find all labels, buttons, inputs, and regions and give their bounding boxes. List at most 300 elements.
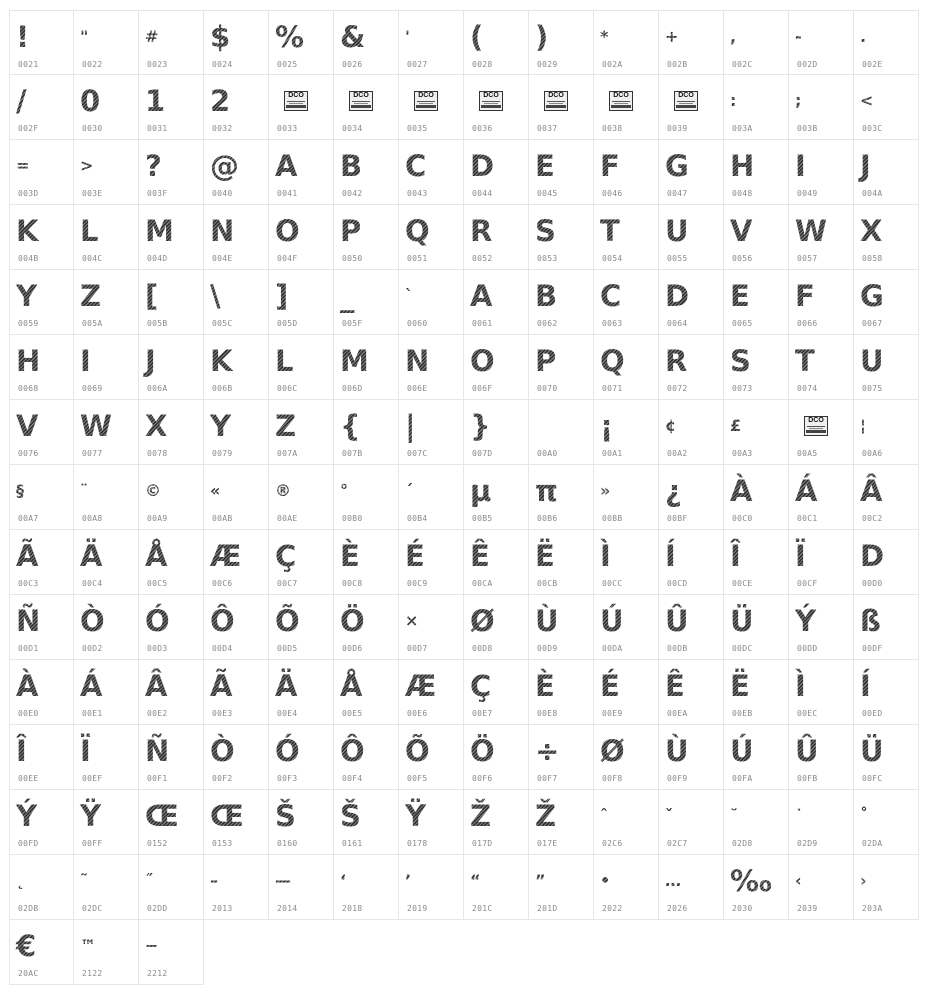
codepoint-label: 02C6 bbox=[602, 839, 623, 848]
glyph-cell bbox=[594, 595, 659, 660]
glyph-sample: S bbox=[529, 209, 589, 253]
codepoint-label: 00F9 bbox=[667, 774, 688, 783]
glyph-sample: E bbox=[724, 274, 784, 318]
glyph-cell bbox=[789, 140, 854, 205]
glyph-cell bbox=[204, 530, 269, 595]
glyph-sample: V bbox=[10, 404, 69, 448]
codepoint-label: 0075 bbox=[862, 384, 883, 393]
glyph-cell bbox=[724, 790, 789, 855]
glyph-cell bbox=[464, 75, 529, 140]
glyph-sample: Â bbox=[139, 664, 199, 708]
glyph-sample: U bbox=[659, 209, 719, 253]
codepoint-label: 00D1 bbox=[18, 644, 39, 653]
codepoint-label: 00E2 bbox=[147, 709, 168, 718]
glyph-cell bbox=[399, 270, 464, 335]
glyph-cell bbox=[464, 790, 529, 855]
glyph-sample: ¡ bbox=[594, 404, 654, 448]
codepoint-label: 0037 bbox=[537, 124, 558, 133]
glyph-cell bbox=[789, 335, 854, 400]
glyph-sample: Ö bbox=[334, 599, 394, 643]
codepoint-label: 0077 bbox=[82, 449, 103, 458]
glyph-sample: ß bbox=[854, 599, 914, 643]
codepoint-label: 0035 bbox=[407, 124, 428, 133]
glyph-cell bbox=[464, 10, 529, 75]
glyph-sample: É bbox=[399, 534, 459, 578]
glyph-cell bbox=[659, 400, 724, 465]
dco-badge-icon bbox=[804, 416, 828, 436]
glyph-sample: Ÿ bbox=[399, 794, 459, 838]
glyph-cell bbox=[269, 790, 334, 855]
codepoint-label: 00FD bbox=[18, 839, 39, 848]
glyph-cell bbox=[9, 530, 74, 595]
glyph-sample: › bbox=[854, 859, 914, 903]
glyph-sample: Š bbox=[334, 794, 394, 838]
codepoint-label: 0058 bbox=[862, 254, 883, 263]
glyph-cell bbox=[529, 400, 594, 465]
glyph-sample: ¨ bbox=[74, 469, 134, 513]
codepoint-label: 0041 bbox=[277, 189, 298, 198]
glyph-cell bbox=[594, 270, 659, 335]
glyph-cell bbox=[204, 725, 269, 790]
glyph-cell bbox=[529, 270, 594, 335]
glyph-cell bbox=[464, 400, 529, 465]
glyph-cell bbox=[204, 10, 269, 75]
glyph-sample: T bbox=[789, 339, 849, 383]
codepoint-label: 00C3 bbox=[18, 579, 39, 588]
dco-badge-icon bbox=[349, 91, 373, 111]
glyph-cell bbox=[9, 205, 74, 270]
glyph-cell bbox=[659, 725, 724, 790]
glyph-sample: X bbox=[854, 209, 914, 253]
glyph-cell bbox=[74, 270, 139, 335]
glyph-sample: , bbox=[724, 15, 784, 59]
glyph-sample: B bbox=[529, 274, 589, 318]
glyph-cell bbox=[74, 790, 139, 855]
codepoint-label: 004F bbox=[277, 254, 298, 263]
glyph-sample: § bbox=[10, 469, 69, 513]
glyph-cell bbox=[399, 10, 464, 75]
codepoint-label: 003A bbox=[732, 124, 753, 133]
glyph-cell bbox=[139, 10, 204, 75]
dco-badge-icon bbox=[479, 91, 503, 111]
glyph-sample: Q bbox=[399, 209, 459, 253]
glyph-sample: Ù bbox=[529, 599, 589, 643]
glyph-sample: C bbox=[594, 274, 654, 318]
glyph-cell bbox=[854, 205, 919, 270]
codepoint-label: 02DD bbox=[147, 904, 168, 913]
glyph-cell bbox=[594, 10, 659, 75]
glyph-sample: < bbox=[854, 79, 914, 123]
glyph-sample: ´ bbox=[399, 469, 459, 513]
glyph-sample: O bbox=[464, 339, 524, 383]
codepoint-label: 2022 bbox=[602, 904, 623, 913]
glyph-cell bbox=[594, 75, 659, 140]
codepoint-label: 004C bbox=[82, 254, 103, 263]
codepoint-label: 00D5 bbox=[277, 644, 298, 653]
codepoint-label: 201C bbox=[472, 904, 493, 913]
codepoint-label: 0069 bbox=[82, 384, 103, 393]
glyph-sample: I bbox=[789, 144, 849, 188]
glyph-sample: Õ bbox=[269, 599, 329, 643]
glyph-sample: Î bbox=[724, 534, 784, 578]
glyph-sample: É bbox=[594, 664, 654, 708]
glyph-sample: Ã bbox=[204, 664, 264, 708]
codepoint-label: 0074 bbox=[797, 384, 818, 393]
codepoint-label: 0070 bbox=[537, 384, 558, 393]
codepoint-label: 004B bbox=[18, 254, 39, 263]
badge-label: DCO bbox=[353, 92, 369, 99]
glyph-cell bbox=[789, 10, 854, 75]
codepoint-label: 00C9 bbox=[407, 579, 428, 588]
glyph-cell bbox=[9, 595, 74, 660]
codepoint-label: 00D0 bbox=[862, 579, 883, 588]
codepoint-label: 0052 bbox=[472, 254, 493, 263]
glyph-sample: µ bbox=[464, 469, 524, 513]
glyph-cell bbox=[854, 855, 919, 920]
glyph-cell bbox=[529, 660, 594, 725]
glyph-sample: } bbox=[464, 404, 524, 448]
glyph-sample: Ï bbox=[74, 729, 134, 773]
glyph-sample: − bbox=[139, 924, 199, 968]
codepoint-label: 00DD bbox=[797, 644, 818, 653]
codepoint-label: 006C bbox=[277, 384, 298, 393]
glyph-sample: ‘ bbox=[334, 859, 394, 903]
glyph-sample: Á bbox=[789, 469, 849, 513]
codepoint-label: 00A8 bbox=[82, 514, 103, 523]
glyph-sample: £ bbox=[724, 404, 784, 448]
codepoint-label: 006F bbox=[472, 384, 493, 393]
codepoint-label: 0161 bbox=[342, 839, 363, 848]
glyph-cell bbox=[594, 855, 659, 920]
codepoint-label: 00A5 bbox=[797, 449, 818, 458]
glyph-sample: ! bbox=[10, 15, 69, 59]
codepoint-label: 00DB bbox=[667, 644, 688, 653]
codepoint-label: 002F bbox=[18, 124, 39, 133]
glyph-sample: _ bbox=[334, 274, 394, 318]
codepoint-label: 00AB bbox=[212, 514, 233, 523]
glyph-sample: Æ bbox=[204, 534, 264, 578]
glyph-cell bbox=[74, 205, 139, 270]
glyph-sample: Ë bbox=[529, 534, 589, 578]
glyph-sample: N bbox=[204, 209, 264, 253]
codepoint-label: 0053 bbox=[537, 254, 558, 263]
glyph-sample: ¢ bbox=[659, 404, 719, 448]
codepoint-label: 0021 bbox=[18, 60, 39, 69]
glyph-sample: Y bbox=[204, 404, 264, 448]
glyph-sample: A bbox=[464, 274, 524, 318]
glyph-cell bbox=[724, 270, 789, 335]
glyph-cell bbox=[269, 595, 334, 660]
glyph-cell bbox=[399, 465, 464, 530]
glyph-cell bbox=[334, 530, 399, 595]
glyph-cell bbox=[334, 790, 399, 855]
glyph-sample: 1 bbox=[139, 79, 199, 123]
glyph-cell bbox=[659, 660, 724, 725]
glyph-cell bbox=[139, 140, 204, 205]
glyph-sample: Ê bbox=[659, 664, 719, 708]
codepoint-label: 00B0 bbox=[342, 514, 363, 523]
codepoint-label: 0057 bbox=[797, 254, 818, 263]
glyph-cell bbox=[334, 465, 399, 530]
codepoint-label: 0034 bbox=[342, 124, 363, 133]
codepoint-label: 00F2 bbox=[212, 774, 233, 783]
glyph-cell bbox=[269, 270, 334, 335]
codepoint-label: 0160 bbox=[277, 839, 298, 848]
glyph-sample: Â bbox=[854, 469, 914, 513]
codepoint-label: 00AE bbox=[277, 514, 298, 523]
glyph-cell bbox=[269, 75, 334, 140]
glyph-cell bbox=[854, 270, 919, 335]
codepoint-label: 00E9 bbox=[602, 709, 623, 718]
glyph-cell bbox=[464, 335, 529, 400]
codepoint-label: 005D bbox=[277, 319, 298, 328]
codepoint-label: 00E7 bbox=[472, 709, 493, 718]
glyph-sample: Ô bbox=[204, 599, 264, 643]
glyph-sample: ÷ bbox=[529, 729, 589, 773]
glyph-sample: Ï bbox=[789, 534, 849, 578]
codepoint-label: 00A2 bbox=[667, 449, 688, 458]
codepoint-label: 0043 bbox=[407, 189, 428, 198]
glyph-sample: # bbox=[139, 15, 199, 59]
glyph-cell bbox=[594, 530, 659, 595]
glyph-sample: D bbox=[464, 144, 524, 188]
glyph-cell bbox=[529, 725, 594, 790]
codepoint-label: 0062 bbox=[537, 319, 558, 328]
glyph-cell bbox=[529, 530, 594, 595]
glyph-sample: À bbox=[724, 469, 784, 513]
glyph-cell bbox=[9, 855, 74, 920]
glyph-cell bbox=[724, 335, 789, 400]
codepoint-label: 0023 bbox=[147, 60, 168, 69]
glyph-cell bbox=[334, 75, 399, 140]
glyph-cell bbox=[74, 855, 139, 920]
glyph-sample: > bbox=[74, 144, 134, 188]
codepoint-label: 00CA bbox=[472, 579, 493, 588]
dco-badge-icon bbox=[544, 91, 568, 111]
glyph-sample: F bbox=[789, 274, 849, 318]
glyph-cell bbox=[334, 855, 399, 920]
codepoint-label: 00C4 bbox=[82, 579, 103, 588]
glyph-sample: Ý bbox=[10, 794, 69, 838]
glyph-sample: F bbox=[594, 144, 654, 188]
codepoint-label: 00C0 bbox=[732, 514, 753, 523]
codepoint-label: 005C bbox=[212, 319, 233, 328]
glyph-sample: M bbox=[334, 339, 394, 383]
badge-label: DCO bbox=[483, 92, 499, 99]
badge-label: DCO bbox=[288, 92, 304, 99]
glyph-sample: Ü bbox=[724, 599, 784, 643]
glyph-sample: ˆ bbox=[594, 794, 654, 838]
codepoint-label: 0178 bbox=[407, 839, 428, 848]
glyph-cell bbox=[204, 465, 269, 530]
glyph-cell bbox=[9, 10, 74, 75]
glyph-cell bbox=[854, 10, 919, 75]
glyph-cell bbox=[529, 10, 594, 75]
glyph-cell bbox=[399, 400, 464, 465]
codepoint-label: 00F4 bbox=[342, 774, 363, 783]
codepoint-label: 0022 bbox=[82, 60, 103, 69]
glyph-sample: ” bbox=[529, 859, 589, 903]
glyph-sample: Õ bbox=[399, 729, 459, 773]
glyph-sample: H bbox=[724, 144, 784, 188]
glyph-cell bbox=[399, 725, 464, 790]
glyph-sample: B bbox=[334, 144, 394, 188]
glyph-cell bbox=[724, 530, 789, 595]
codepoint-label: 00B4 bbox=[407, 514, 428, 523]
codepoint-label: 00A6 bbox=[862, 449, 883, 458]
glyph-cell bbox=[334, 140, 399, 205]
glyph-sample: D bbox=[854, 534, 914, 578]
glyph-sample: J bbox=[854, 144, 914, 188]
glyph-cell bbox=[659, 10, 724, 75]
glyph-sample: L bbox=[74, 209, 134, 253]
glyph-sample: P bbox=[529, 339, 589, 383]
glyph-cell bbox=[724, 140, 789, 205]
codepoint-label: 0073 bbox=[732, 384, 753, 393]
glyph-sample: ¦ bbox=[854, 404, 914, 448]
codepoint-label: 0072 bbox=[667, 384, 688, 393]
glyph-cell bbox=[854, 465, 919, 530]
glyph-sample: Ì bbox=[594, 534, 654, 578]
glyph-sample: [ bbox=[139, 274, 199, 318]
codepoint-label: 00C8 bbox=[342, 579, 363, 588]
glyph-cell bbox=[269, 465, 334, 530]
glyph-cell bbox=[9, 400, 74, 465]
glyph-sample: ¿ bbox=[659, 469, 719, 513]
codepoint-label: 007A bbox=[277, 449, 298, 458]
glyph-cell bbox=[464, 595, 529, 660]
codepoint-label: 2019 bbox=[407, 904, 428, 913]
codepoint-label: 0060 bbox=[407, 319, 428, 328]
glyph-sample: Ö bbox=[464, 729, 524, 773]
glyph-sample: Ê bbox=[464, 534, 524, 578]
codepoint-label: 0059 bbox=[18, 319, 39, 328]
glyph-cell bbox=[789, 270, 854, 335]
codepoint-label: 007B bbox=[342, 449, 363, 458]
glyph-cell bbox=[139, 465, 204, 530]
glyph-cell bbox=[269, 400, 334, 465]
codepoint-label: 02D8 bbox=[732, 839, 753, 848]
glyph-cell bbox=[269, 660, 334, 725]
glyph-sample: » bbox=[594, 469, 654, 513]
glyph-cell bbox=[334, 10, 399, 75]
glyph-sample: ( bbox=[464, 15, 524, 59]
glyph-cell bbox=[399, 530, 464, 595]
codepoint-label: 004A bbox=[862, 189, 883, 198]
glyph-cell bbox=[9, 140, 74, 205]
glyph-sample: Ñ bbox=[139, 729, 199, 773]
glyph-sample: — bbox=[269, 859, 329, 903]
codepoint-label: 00C2 bbox=[862, 514, 883, 523]
glyph-sample: Z bbox=[74, 274, 134, 318]
glyph-sample: \ bbox=[204, 274, 264, 318]
glyph-sample: Í bbox=[659, 534, 719, 578]
dco-badge-icon bbox=[674, 91, 698, 111]
codepoint-label: 00D7 bbox=[407, 644, 428, 653]
codepoint-label: 00A3 bbox=[732, 449, 753, 458]
glyph-cell bbox=[854, 75, 919, 140]
codepoint-label: 00C1 bbox=[797, 514, 818, 523]
glyph-sample: ˝ bbox=[139, 859, 199, 903]
codepoint-label: 0046 bbox=[602, 189, 623, 198]
codepoint-label: 003C bbox=[862, 124, 883, 133]
codepoint-label: 005B bbox=[147, 319, 168, 328]
glyph-cell bbox=[334, 660, 399, 725]
glyph-sample: Ò bbox=[204, 729, 264, 773]
glyph-cell bbox=[74, 335, 139, 400]
glyph-cell bbox=[399, 660, 464, 725]
codepoint-label: 0050 bbox=[342, 254, 363, 263]
codepoint-label: 007D bbox=[472, 449, 493, 458]
glyph-sample: O bbox=[269, 209, 329, 253]
codepoint-label: 00D2 bbox=[82, 644, 103, 653]
glyph-cell bbox=[204, 595, 269, 660]
glyph-cell bbox=[204, 790, 269, 855]
glyph-sample: @ bbox=[204, 144, 264, 188]
codepoint-label: 0065 bbox=[732, 319, 753, 328]
glyph-cell bbox=[399, 790, 464, 855]
glyph-sample: Y bbox=[10, 274, 69, 318]
glyph-sample: ™ bbox=[74, 924, 134, 968]
glyph-cell bbox=[74, 140, 139, 205]
glyph-sample: . bbox=[854, 15, 914, 59]
codepoint-label: 0030 bbox=[82, 124, 103, 133]
glyph-cell bbox=[9, 660, 74, 725]
glyph-cell bbox=[464, 140, 529, 205]
glyph-sample: Š bbox=[269, 794, 329, 838]
glyph-sample: • bbox=[594, 859, 654, 903]
codepoint-label: 00CF bbox=[797, 579, 818, 588]
codepoint-label: 0061 bbox=[472, 319, 493, 328]
glyph-cell bbox=[789, 595, 854, 660]
glyph-sample: Z bbox=[269, 404, 329, 448]
glyph-cell bbox=[789, 725, 854, 790]
codepoint-label: 003F bbox=[147, 189, 168, 198]
codepoint-label: 0153 bbox=[212, 839, 233, 848]
codepoint-label: 0029 bbox=[537, 60, 558, 69]
glyph-cell bbox=[659, 140, 724, 205]
codepoint-label: 00A1 bbox=[602, 449, 623, 458]
codepoint-label: 004D bbox=[147, 254, 168, 263]
codepoint-label: 00FA bbox=[732, 774, 753, 783]
codepoint-label: 00E0 bbox=[18, 709, 39, 718]
glyph-cell bbox=[204, 75, 269, 140]
glyph-cell bbox=[659, 530, 724, 595]
glyph-sample: ˙ bbox=[789, 794, 849, 838]
glyph-cell bbox=[724, 855, 789, 920]
glyph-cell bbox=[854, 660, 919, 725]
codepoint-label: 0040 bbox=[212, 189, 233, 198]
codepoint-label: 2013 bbox=[212, 904, 233, 913]
glyph-cell bbox=[74, 10, 139, 75]
glyph-sample: ] bbox=[269, 274, 329, 318]
glyph-cell bbox=[789, 790, 854, 855]
glyph-cell bbox=[269, 335, 334, 400]
codepoint-label: 00F6 bbox=[472, 774, 493, 783]
codepoint-label: 0054 bbox=[602, 254, 623, 263]
glyph-sample: ˇ bbox=[659, 794, 719, 838]
glyph-cell bbox=[9, 270, 74, 335]
glyph-cell bbox=[139, 270, 204, 335]
glyph-sample: Î bbox=[10, 729, 69, 773]
glyph-cell bbox=[529, 855, 594, 920]
glyph-sample: ` bbox=[399, 274, 459, 318]
glyph-sample: Á bbox=[74, 664, 134, 708]
codepoint-label: 00D8 bbox=[472, 644, 493, 653]
codepoint-label: 00C6 bbox=[212, 579, 233, 588]
glyph-cell bbox=[594, 725, 659, 790]
glyph-cell bbox=[659, 270, 724, 335]
